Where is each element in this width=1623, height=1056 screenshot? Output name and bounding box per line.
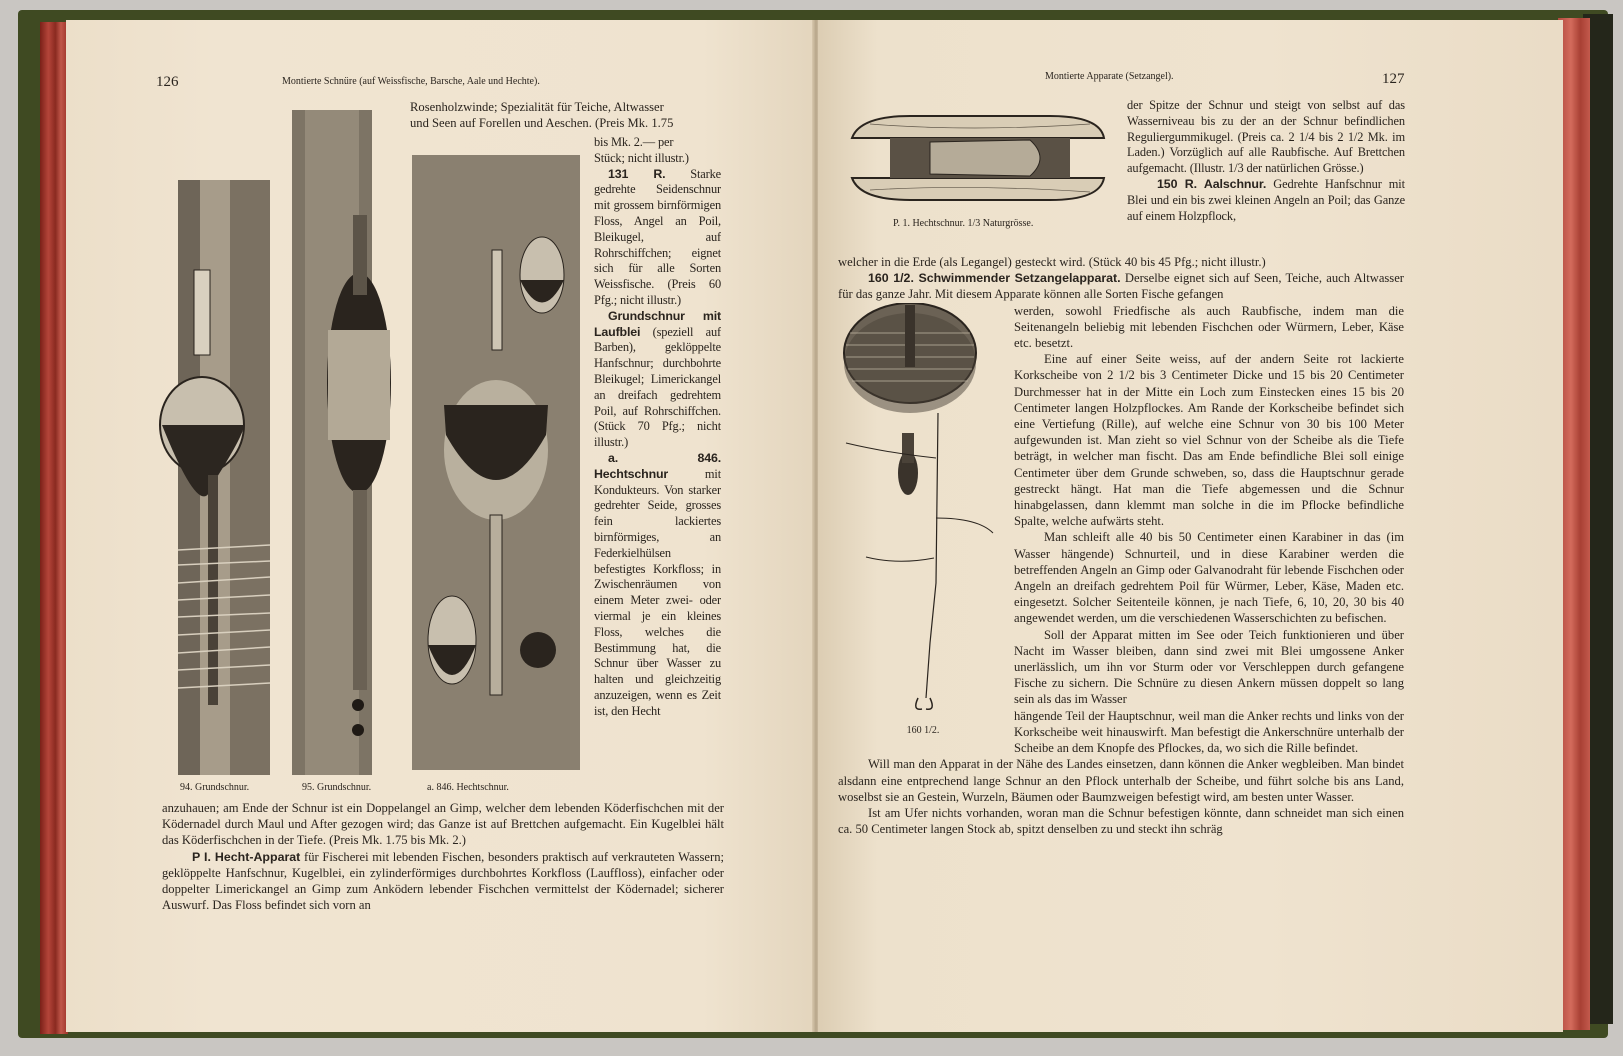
paragraph-4: Will man den Apparat in der Nähe des Landes einsetzen, dann können die Anker wegbleiben. Man bindet alsdann eine entprechend lange Schnur an den Pflock unterhalb der Scheibe, und führt solche bis ans Land, woselbst sie an Gestein, Wurzeln, Bäumen oder Baumzweigen befestigt wird, am besten unter Wasser. xyxy=(838,757,1404,804)
item-grundschnur-label: Grundschnur mit Laufblei xyxy=(594,308,721,339)
item-150r-text: Gedrehte Hanfschnur mit Blei und ein bis zwei kleinen Angeln an Poil; das Ganze auf einem Holzpflock, xyxy=(1127,176,1405,223)
item-131r xyxy=(594,167,721,309)
item-150r-label: 150 R. Aalschnur. xyxy=(1157,176,1267,191)
paragraph-2: Man schleift alle 40 bis 50 Centimeter einen Karabiner in das (im Wasser hängende) Schnurteil, und in diese Karabiner werden die betreffenden Angeln an Gimp oder Galvanodraht für lebende Fischchen oder Angeln an dreifach gedrehtem Poil für Würmer, Leber, Käse, Maden etc. eingesetzt. Solcher Seitenteile können, je nach Tiefe, 6, 10, 20, 30 bis 40 angewendet werden, um die verschiedenen Wasserschichten zu befischen. xyxy=(1014,530,1404,626)
item-150r-cont: welcher in die Erde (als Legangel) gesteckt wird. (Stück 40 bis 45 Pfg.; nicht illustr.) xyxy=(838,255,1266,269)
item-131r-label: 131 R. xyxy=(608,166,666,181)
left-page-number: 126 xyxy=(156,74,179,90)
figure-160-wrapper xyxy=(838,303,1008,743)
paragraph-3a: Soll der Apparat mitten im See oder Teich funktionieren und über Nacht im Wasser bleiben, dann sind zwei mit Blei umgossene Anker unerlässlich, um ihn vor Sturm oder vor Verschleppen durch gefangene Fische zu sichern. Die Schnüre zu diesen Ankern müssen doppelt so lang sein als das im Wasser xyxy=(1014,627,1404,707)
figure-p1-hechtschnur xyxy=(850,112,1110,204)
text-line: Stück; nicht illustr.) xyxy=(594,150,689,165)
caption-95: 95. Grundschnur. xyxy=(302,782,372,793)
right-page-number: 127 xyxy=(1382,71,1405,87)
item-pi-text: für Fischerei mit lebenden Fischen, besonders praktisch auf verkrauteten Wassern; geklöppelte Hanfschnur, Kugelblei, ein zylinderförmiges durchbohrtes Korkfloss (Lauffloss), einfacher oder doppelter Limerickangel an Gimp zum Anködern lebender Fischchen vermittelst der Ködernadel; sicherer Auswurf. Das Floss befindet sich vorn an xyxy=(162,849,724,913)
page-edge-left xyxy=(40,22,68,1034)
caption-94: 94. Grundschnur. xyxy=(180,782,250,793)
item-160 xyxy=(838,270,1404,302)
item-grundschnur-text: (speziell auf Barben), geklöppelte Hanfschnur; durchbohrte Bleikugel; Limerickangel an dreifach gedrehtem Poil, auf Rohrschiffchen. (Stück 70 Pfg.; nicht illustr.) xyxy=(594,324,721,450)
text-line: und Seen auf Forellen und Aeschen. (Preis Mk. 1.75 xyxy=(410,116,674,131)
right-main-flow xyxy=(838,254,1404,1002)
text-paragraph: anzuhauen; am Ende der Schnur ist ein Doppelangel an Gimp, welcher dem lebenden Köderfischchen mit der Ködernadel durch Maul und After gezogen wird; das Ganze ist auf Brettchen aufgemacht. Ein Kugelblei hält das Köderfischchen in der Tiefe. (Preis Mk. 1.75 bis Mk. 2.) xyxy=(162,801,724,848)
right-top-text xyxy=(1127,98,1405,250)
float-illustrations xyxy=(150,105,590,777)
left-bottom-text xyxy=(162,800,724,1000)
item-150r xyxy=(1127,177,1405,224)
paragraph-1: Eine auf einer Seite weiss, auf der andern Seite rot lackierte Korkscheibe von 2 1/2 bis 3 Centimeter Dicke und 15 bis 20 Centimeter Durchmesser hat in der Mitte ein Loch zum Einstecken eines 15 bis 20 Centimeter langen Holzpflockes. Am Rande der Korkscheibe befindet sich eine Vertiefung (Rille), auf welche eine Schnur von 30 bis 100 Meter aufgewunden ist. Man zieht so viel Schnur von der Scheibe als die Tiefe beträgt, in welcher man fischt. Das am Ende befindliche Blei soll einige Centimeter über dem Grunde schweben, so, dass die Hauptschnur gerade gestreckt hängt. Hat man die Tiefe abgemessen und die Schnur hinabgelassen, dann klemmt man solche in die im Pflocke befindliche Spalte, welche aufwärts steht. xyxy=(1014,352,1404,529)
left-top-text xyxy=(410,99,720,133)
text-line: Rosenholzwinde; Spezialität für Teiche, Altwasser xyxy=(410,100,664,114)
caption-p1: P. 1. Hechtschnur. 1/3 Naturgrösse. xyxy=(893,218,1034,229)
item-846-text: mit Konduktеurs. Von starker gedrehter Seide, grosses fein lackiertes birnförmiges, an Federkielhülsen befestigtes Korkfloss; in Zwischenräumen von einem Meter zwei- oder viermal je ein kleines Floss, welches die Bestimmung hat, die Schnur über Wasser zu halten und gleichzeitig anzuzeigen, wenn es Zeit ist, den Hecht xyxy=(594,466,721,718)
caption-846: a. 846. Hechtschnur. xyxy=(427,782,509,793)
left-running-head: Montierte Schnüre (auf Weissfische, Barsche, Aale und Hechte). xyxy=(282,76,540,87)
item-pi xyxy=(162,849,724,914)
item-160-text: Derselbe eignet sich auf Seen, Teiche, auch Altwasser für das ganze Jahr. Mit diesem Apparate können alle Sorten Fische gefangen xyxy=(838,271,1404,302)
figure-94-grundschnur xyxy=(160,180,270,775)
item-846 xyxy=(594,451,721,720)
right-running-head: Montierte Apparate (Setzangel). xyxy=(1045,71,1174,82)
item-131r-text: Starke gedrehte Seidenschnur mit grossem birnförmigen Floss, Angel an Poil, Bleikugel, auf Rohrschiffchen; eignet sich für alle Sorten Weissfische. (Preis 60 Pfg.; nicht illustr.) xyxy=(594,166,721,307)
paragraph-3b: hängende Teil der Hauptschnur, weil man die Anker rechts und links von der Korkscheibe weit hinauswirft. Man befestigt die Ankerschnüre unterhalb der Scheibe an dem Knopfe des Pflockes, da, wo sich die Rille befindet. xyxy=(1014,708,1404,756)
figure-160-setzangel xyxy=(838,303,1003,713)
item-160-label: 160 1/2. Schwimmender Setzangelapparat. xyxy=(868,271,1121,286)
item-160-cont: werden, sowohl Friedfische als auch Raubfische, indem man die Seitenangeln beliebig mit lebenden Fischchen oder Würmern, Leber, Käse etc. besetzt. xyxy=(1014,303,1404,351)
text-paragraph: der Spitze der Schnur und steigt von selbst auf das Wasserniveau bis zu der an der Schnur befindlichen Reguliergummikugel. (Preis ca. 2 1/4 bis 2 1/2 Mk. im Laden.) Vorzüglich auf alle Raubfische. Auf Brettchen aufgemacht. (Illustr. 1/3 der natürlichen Grösse.) xyxy=(1127,98,1405,176)
figure-846-hechtschnur xyxy=(412,155,580,770)
text-line: bis Mk. 2.— per xyxy=(594,135,674,149)
item-846-label: a. 846. Hechtschnur xyxy=(594,450,721,481)
figure-95-grundschnur xyxy=(292,110,391,775)
paragraph-5: Ist am Ufer nichts vorhanden, woran man die Schnur befestigen könnte, dann schneidet man sich einen ca. 50 Centimeter langen Stock ab, spitzt denselben zu und steckt ihn schräg xyxy=(838,805,1404,837)
caption-160: 160 1/2. xyxy=(906,724,940,736)
item-pi-label: P I. Hecht-Apparat xyxy=(192,849,301,864)
left-column-text xyxy=(594,135,721,797)
item-grundschnur xyxy=(594,309,721,451)
